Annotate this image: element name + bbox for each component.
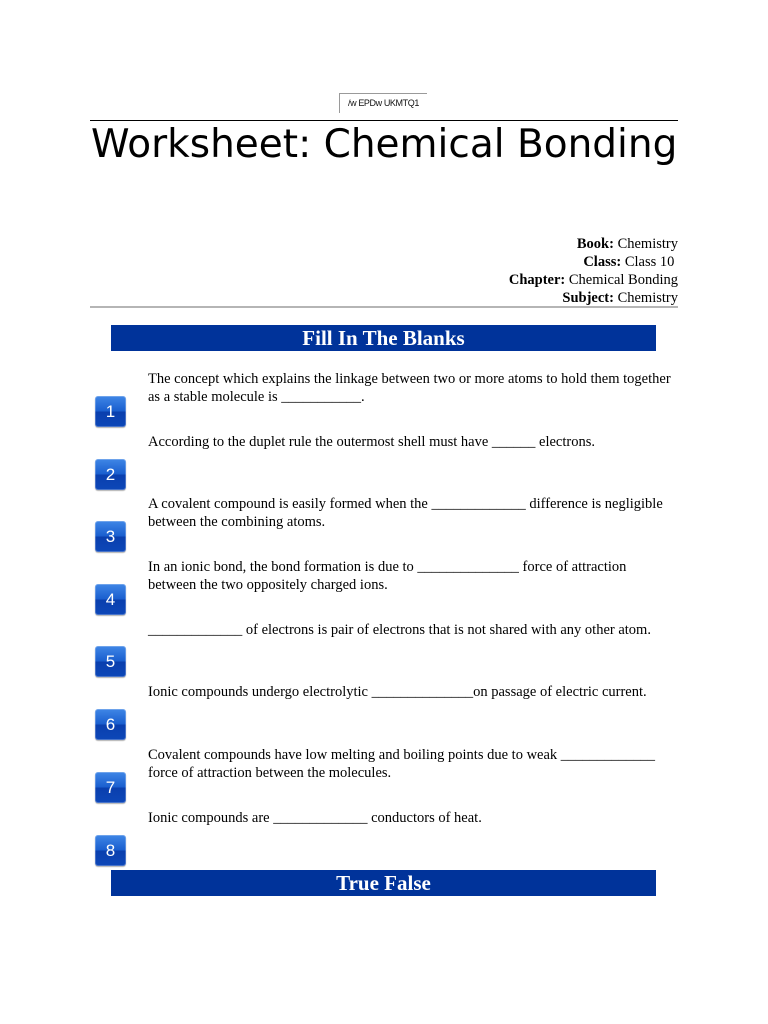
question-text-6: Ionic compounds undergo electrolytic ______________on passage of electric current.: [148, 684, 647, 700]
section-header-fill-in-blanks: Fill In The Blanks: [111, 325, 656, 351]
meta-chapter-value: Chemical Bonding: [568, 272, 678, 288]
meta-book-key: Book:: [576, 236, 614, 252]
question-text-5: _____________ of electrons is pair of electrons that is not shared with any other atom.: [148, 622, 651, 638]
form-code-box: /w EPDw UKMTQ1: [339, 93, 427, 113]
question-text-1: The concept which explains the linkage between two or more atoms to hold them together as a stable molecule is ___________.: [148, 371, 671, 405]
meta-class: [278, 253, 678, 271]
question-text-2: According to the duplet rule the outermost shell must have ______ electrons.: [148, 434, 595, 450]
question-text-3: A covalent compound is easily formed when the _____________ difference is negligible between the combining atoms.: [148, 496, 663, 530]
meta-chapter-key: Chapter:: [508, 272, 566, 288]
question-number-badge-1: 1: [95, 396, 126, 427]
section-header-true-false: True False: [111, 870, 656, 896]
meta-class-key: Class:: [583, 254, 622, 270]
question-number-badge-4: 4: [95, 584, 126, 615]
question-number-badge-3: 3: [95, 521, 126, 552]
worksheet-meta: [278, 235, 678, 307]
meta-subject: [278, 289, 678, 307]
meta-divider: [90, 306, 678, 308]
question-text-8: Ionic compounds are _____________ conductors of heat.: [148, 810, 482, 826]
page-title: Worksheet: Chemical Bonding: [91, 122, 678, 167]
meta-chapter: [278, 271, 678, 289]
question-text-4: In an ionic bond, the bond formation is due to ______________ force of attraction between the two oppositely charged ions.: [148, 559, 627, 593]
meta-book-value: Chemistry: [617, 236, 678, 252]
question-number-badge-5: 5: [95, 646, 126, 677]
meta-subject-key: Subject:: [562, 290, 614, 306]
question-number-badge-6: 6: [95, 709, 126, 740]
question-number-badge-8: 8: [95, 835, 126, 866]
meta-class-value: Class 10: [624, 254, 675, 270]
meta-book: [278, 235, 678, 253]
question-number-badge-7: 7: [95, 772, 126, 803]
question-number-badge-2: 2: [95, 459, 126, 490]
meta-subject-value: Chemistry: [617, 290, 678, 306]
question-text-7: Covalent compounds have low melting and boiling points due to weak _____________ force of attraction between the molecules.: [148, 747, 656, 781]
